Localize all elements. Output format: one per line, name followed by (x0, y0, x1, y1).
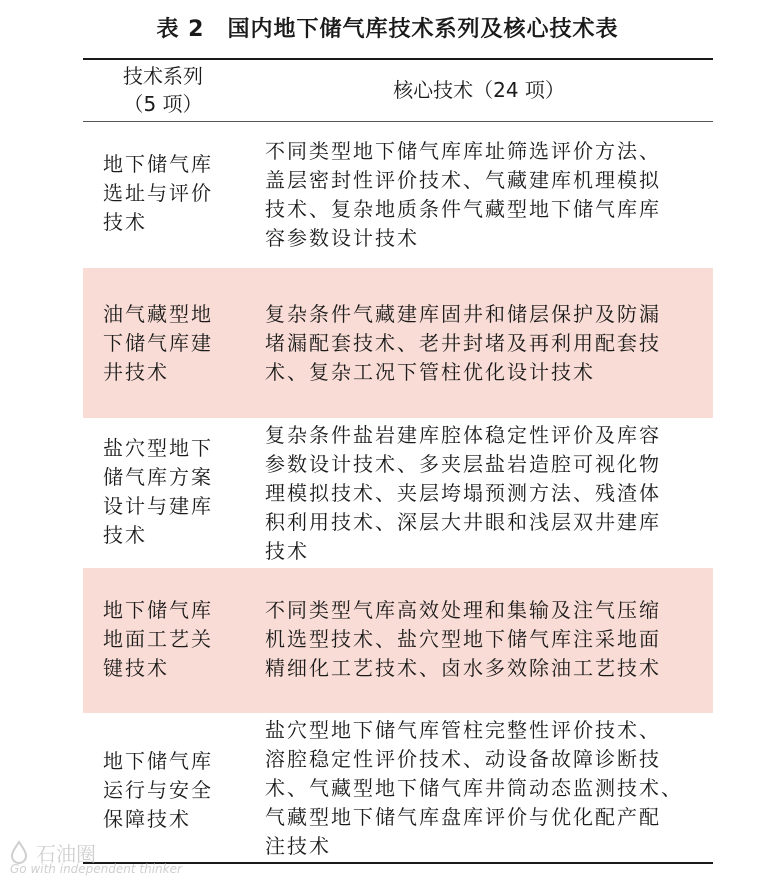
series-line: 井技术 (103, 360, 169, 384)
core-line: 术、复杂工况下管柱优化设计技术 (265, 360, 595, 384)
watermark-tagline: Go with independent thinker (10, 862, 182, 876)
row-core-cell (265, 300, 705, 387)
series-line: 技术 (103, 523, 147, 547)
core-line: 容参数设计技术 (265, 226, 419, 250)
series-line: 地下储气库 (103, 152, 213, 176)
core-line: 复杂条件气藏建库固井和储层保护及防漏 (265, 302, 661, 326)
core-line: 复杂条件盐岩建库腔体稳定性评价及库容 (265, 423, 661, 447)
series-line: 盐穴型地下 (103, 436, 213, 460)
core-line: 术、气藏型地下储气库井筒动态监测技术、 (265, 776, 683, 800)
table-title: 表 2 国内地下储气库技术系列及核心技术表 (156, 17, 619, 42)
table-row (83, 418, 713, 568)
core-line: 技术 (265, 539, 309, 563)
row-core-cell (265, 716, 705, 861)
series-line: 选址与评价 (103, 181, 213, 205)
core-line: 技术、复杂地质条件气藏型地下储气库库 (265, 197, 661, 221)
table-row (83, 128, 713, 268)
row-series-cell (103, 747, 243, 834)
row-series-cell (103, 596, 243, 683)
core-line: 不同类型气库高效处理和集输及注气压缩 (265, 598, 661, 622)
series-line: 下储气库建 (103, 331, 213, 355)
row-series-cell (103, 300, 243, 387)
table-header-rule (83, 121, 713, 122)
core-line: 不同类型地下储气库库址筛选评价方法、 (265, 139, 661, 163)
core-line: 溶腔稳定性评价技术、动设备故障诊断技 (265, 747, 661, 771)
header-series-label: 技术系列 (123, 64, 203, 88)
row-series-cell (103, 150, 243, 237)
core-line: 盐穴型地下储气库管柱完整性评价技术、 (265, 718, 661, 742)
row-core-cell (265, 596, 705, 683)
row-core-cell (265, 137, 705, 253)
series-line: 油气藏型地 (103, 302, 213, 326)
series-line: 保障技术 (103, 807, 191, 831)
table-row (83, 568, 713, 713)
table-row (83, 268, 713, 418)
series-line: 键技术 (103, 656, 169, 680)
core-line: 气藏型地下储气库盘库评价与优化配产配 (265, 805, 661, 829)
core-line: 注技术 (265, 834, 331, 858)
series-line: 运行与安全 (103, 778, 213, 802)
table-top-rule (83, 58, 713, 60)
header-series (83, 62, 243, 118)
series-line: 地面工艺关 (103, 627, 213, 651)
series-line: 技术 (103, 210, 147, 234)
core-line: 机选型技术、盐穴型地下储气库注采地面 (265, 627, 661, 651)
header-series-count: （5 项） (123, 92, 203, 116)
core-line: 理模拟技术、夹层垮塌预测方法、残渣体 (265, 481, 661, 505)
watermark (8, 838, 208, 878)
series-line: 地下储气库 (103, 598, 213, 622)
header-core: 核心技术（24 项） (393, 78, 565, 102)
series-line: 储气库方案 (103, 465, 213, 489)
row-core-cell (265, 421, 705, 566)
core-line: 积利用技术、深层大井眼和浅层双井建库 (265, 510, 661, 534)
row-series-cell (103, 434, 243, 550)
series-line: 地下储气库 (103, 749, 213, 773)
core-line: 堵漏配套技术、老井封堵及再利用配套技 (265, 331, 661, 355)
watermark-name: 石油圈 (36, 842, 96, 866)
core-line: 精细化工艺技术、卤水多效除油工艺技术 (265, 656, 661, 680)
core-line: 盖层密封性评价技术、气藏建库机理模拟 (265, 168, 661, 192)
series-line: 设计与建库 (103, 494, 213, 518)
core-line: 参数设计技术、多夹层盐岩造腔可视化物 (265, 452, 661, 476)
